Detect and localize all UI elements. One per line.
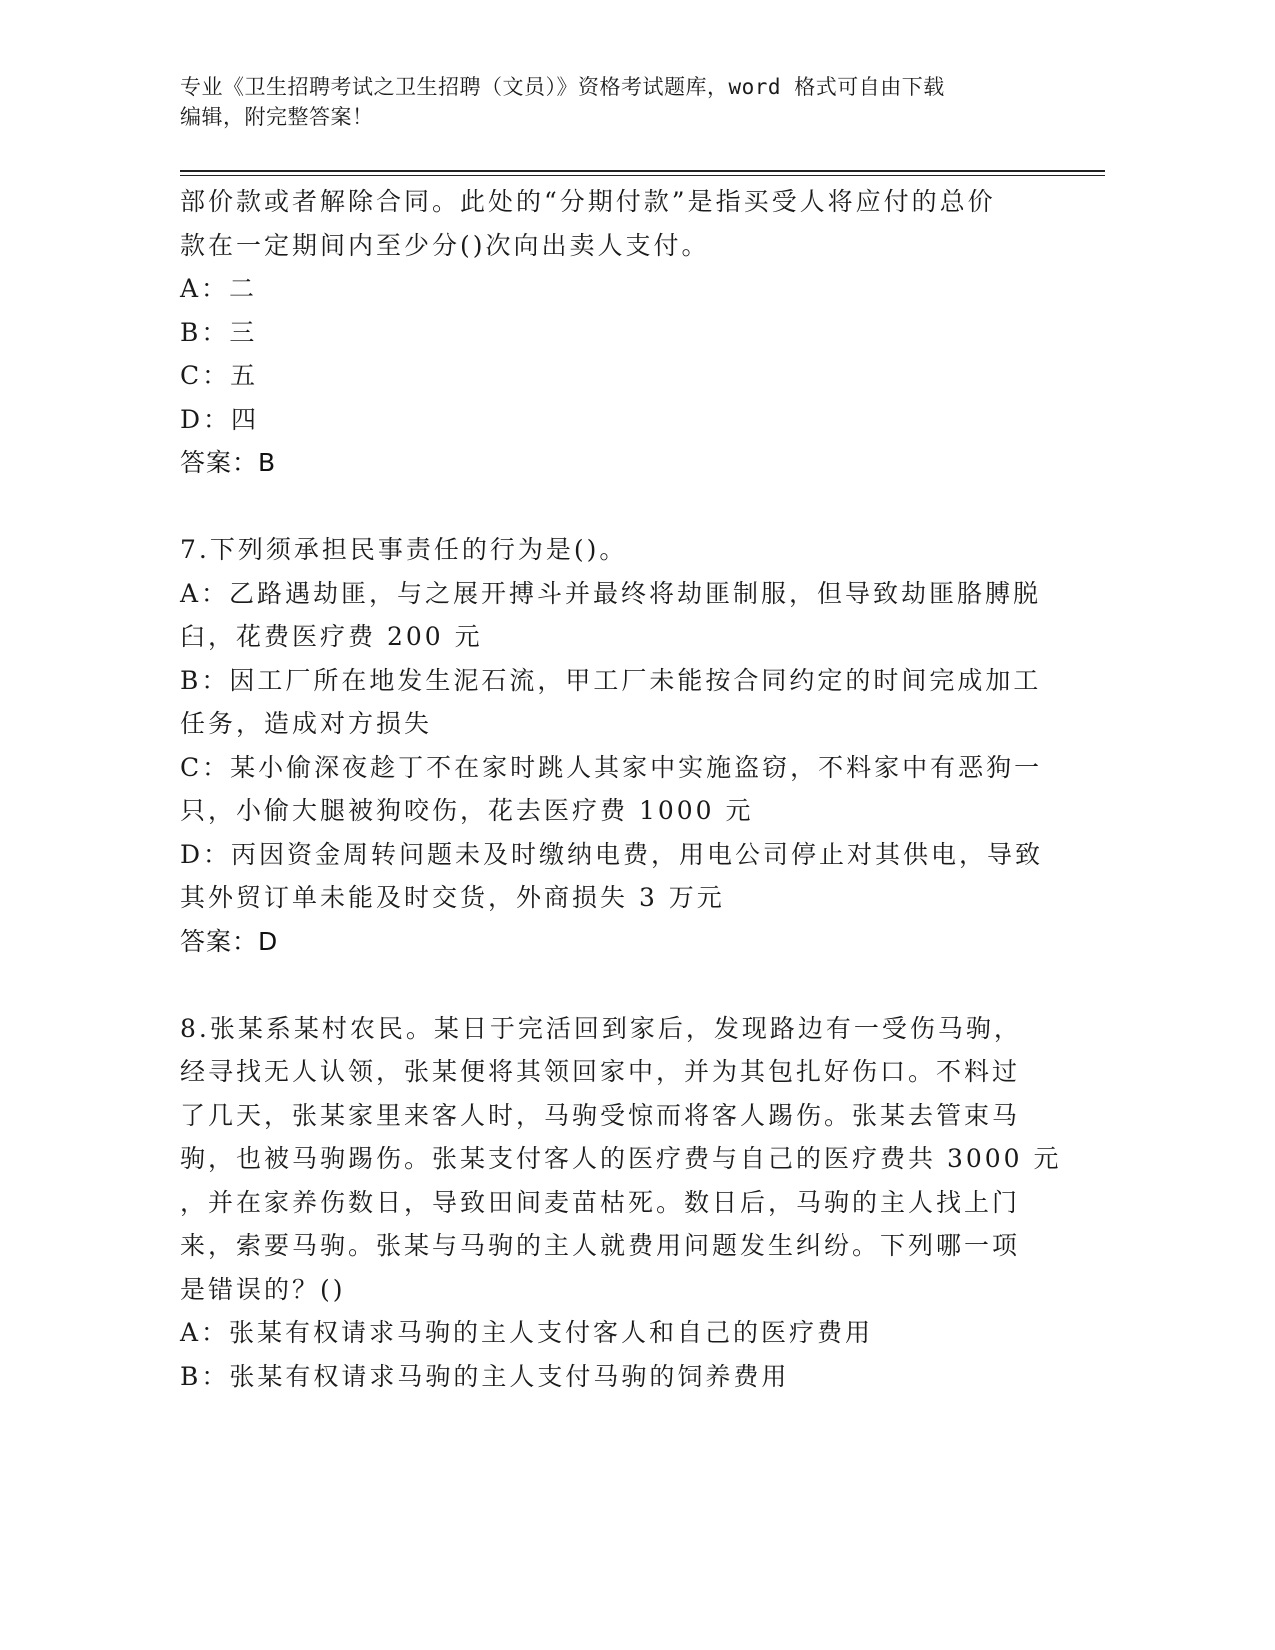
answer-label: 答案：B xyxy=(180,448,277,477)
question-stem-line: ，并在家养伤数日，导致田间麦苗枯死。数日后，马驹的主人找上门 xyxy=(180,1187,1021,1217)
question-stem-line: 7.下列须承担民事责任的行为是()。 xyxy=(180,535,628,564)
spacer xyxy=(180,485,1040,529)
question-stem-line: 是错误的？() xyxy=(180,1274,346,1304)
option-b: B：张某有权请求马驹的主人支付马驹的饲养费用 xyxy=(180,1361,790,1391)
option-b-line: 任务，造成对方损失 xyxy=(180,709,433,738)
option-b-line: B：因工厂所在地发生泥石流，甲工厂未能按合同约定的时间完成加工 xyxy=(180,665,1042,695)
header-divider xyxy=(180,170,1105,176)
option-d-line: D：丙因资金周转问题未及时缴纳电费，用电公司停止对其供电，导致 xyxy=(180,839,1044,869)
option-c: C：五 xyxy=(180,361,259,390)
question-stem-line: 部价款或者解除合同。此处的“分期付款”是指买受人将应付的总价 xyxy=(180,187,996,216)
question-stem-line: 来，索要马驹。张某与马驹的主人就费用问题发生纠纷。下列哪一项 xyxy=(180,1231,1021,1260)
question-stem-line: 驹，也被马驹踢伤。张某支付客人的医疗费与自己的医疗费共 3000 元 xyxy=(180,1144,1062,1173)
option-d-line: 其外贸订单未能及时交货，外商损失 3 万元 xyxy=(180,883,725,912)
option-a: A：二 xyxy=(180,274,258,303)
spacer xyxy=(180,963,1040,1007)
question-stem-line: 款在一定期间内至少分()次向出卖人支付。 xyxy=(180,230,710,260)
header-line-2: 编辑，附完整答案！ xyxy=(180,105,374,129)
header-line-1: 专业《卫生招聘考试之卫生招聘（文员）》资格考试题库，word 格式可自由下载 xyxy=(180,75,945,99)
option-b: B：三 xyxy=(180,317,258,347)
question-stem-line: 经寻找无人认领，张某便将其领回家中，并为其包扎好伤口。不料过 xyxy=(180,1057,1021,1086)
question-8 xyxy=(180,1007,1062,1399)
question-stem-line: 8.张某系某村农民。某日于完活回到家后，发现路边有一受伤马驹， xyxy=(180,1013,1022,1043)
option-a-line: 臼，花费医疗费 200 元 xyxy=(180,622,483,651)
option-c-line: C：某小偷深夜趁丁不在家时跳人其家中实施盗窃，不料家中有恶狗一 xyxy=(180,752,1043,782)
document-body xyxy=(180,180,1062,1398)
option-d: D：四 xyxy=(180,404,260,434)
question-6 xyxy=(180,180,1040,485)
option-a-line: A：乙路遇劫匪，与之展开搏斗并最终将劫匪制服，但导致劫匪胳膊脱 xyxy=(180,578,1042,608)
question-stem-line: 了几天，张某家里来客人时，马驹受惊而将客人踢伤。张某去管束马 xyxy=(180,1100,1021,1130)
page-header xyxy=(180,72,1040,132)
question-7 xyxy=(180,528,1044,963)
answer-label: 答案：D xyxy=(180,926,279,956)
option-a: A：张某有权请求马驹的主人支付客人和自己的医疗费用 xyxy=(180,1318,874,1347)
option-c-line: 只，小偷大腿被狗咬伤，花去医疗费 1000 元 xyxy=(180,796,754,825)
